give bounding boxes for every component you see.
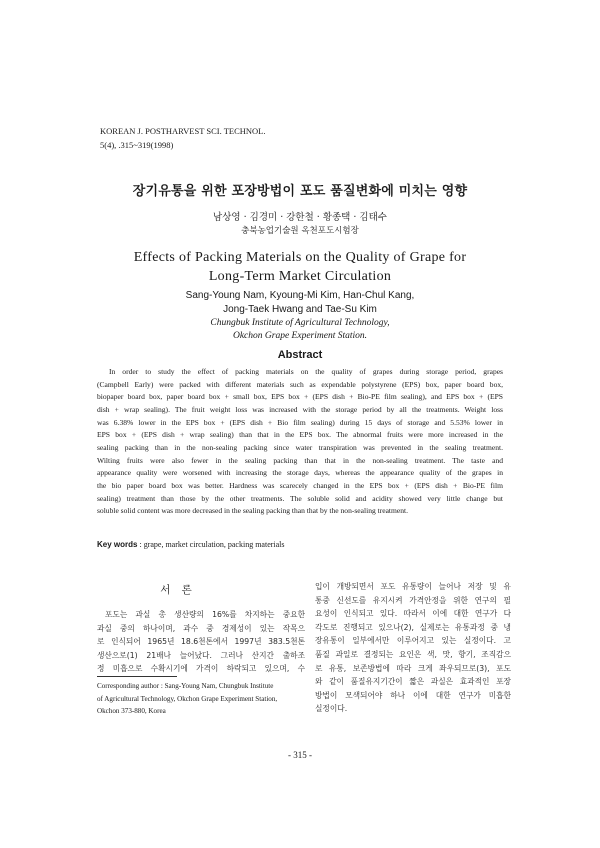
english-affiliation — [0, 317, 600, 343]
footnote-line: of Agricultural Technology, Okchon Grape Experiment Station, — [97, 694, 278, 703]
english-title — [0, 248, 600, 286]
body-line: 로 인식되어 1965년 18.6천톤에서 1997년 383.5천톤 — [97, 637, 305, 647]
english-affiliation-line: Chungbuk Institute of Agricultural Technology, — [210, 318, 390, 328]
english-authors-line: Jong-Taek Hwang and Tae-Su Kim — [223, 304, 377, 315]
english-title-line: Long-Term Market Circulation — [208, 269, 392, 284]
body-line: 각도로 진행되고 있으나(2), 실제로는 유통과정 중 냉 — [315, 622, 511, 632]
section-heading: 서 론 — [160, 584, 196, 596]
body-line: 통중 신선도를 유지시켜 가격안정을 위한 연구의 필 — [315, 595, 511, 605]
korean-title: 장기유통을 위한 포장방법이 포도 품질변화에 미치는 영향 — [132, 184, 468, 199]
body-line: 입이 개방되면서 포도 유통량이 늘어나 저장 및 유 — [315, 582, 511, 591]
body-line: 과실 중의 하나이며, 과수 중 경제성이 있는 작목으 — [97, 623, 305, 633]
abstract-line: In order to study the effect of packing materials on the quality of grapes during storage period, grapes — [109, 367, 503, 376]
journal-citation — [100, 124, 265, 152]
abstract-line: appearance quality were worsened with increasing the storage days, whereas the appearance quality of the grapes in — [97, 468, 503, 478]
body-line: 장유통이 일부에서만 이루어지고 있는 실정이다. 고 — [315, 636, 511, 646]
english-title-line: Effects of Packing Materials on the Quality of Grape for — [133, 250, 467, 265]
abstract-line: dish + wrap sealing). The fruit weight loss was increased with the storage period by all the treatments. Weight loss — [97, 404, 503, 414]
abstract-line: sealing) treatment than those by the other treatments. The soluble solid and acidity showed very little change but — [97, 493, 503, 503]
right-column — [315, 580, 511, 716]
keywords-label: Key words — [97, 540, 138, 549]
body-line: 로 유통, 보존방법에 따라 크게 좌우되므로(3), 포도 — [315, 663, 511, 673]
left-column — [97, 608, 305, 676]
body-line: 정 미흡으로 수확시기에 가격이 하락되고 있으며, 수 — [97, 664, 305, 674]
abstract-line: soluble solid content was more decreased in the sealing packing than that by the non-sealing treatment. — [97, 506, 409, 516]
body-line: 와 같이 품질유지기간이 짧은 과실은 효과적인 포장 — [315, 677, 511, 687]
body-line: 요성이 인식되고 있다. 따라서 이에 대한 연구가 다 — [315, 609, 511, 619]
abstract-line: EPS box + (EPS dish + wrap sealing) than that in the EPS box. The abnormal fruits were more increased in the — [97, 430, 503, 440]
english-authors-line: Sang-Young Nam, Kyoung-Mi Kim, Han-Chul Kang, — [185, 290, 415, 301]
english-affiliation-line: Okchon Grape Experiment Station. — [232, 331, 368, 341]
abstract-line: was 6.38% lower in the EPS box + (EPS dish + Bio film sealing) during 15 days of storage and 5.53% lower in — [97, 417, 503, 427]
body-line: 품질 과일로 결정되는 요인은 색, 맛, 향기, 조직감으 — [315, 649, 511, 659]
body-line: 방법이 모색되어야 하나 이에 대한 연구가 미흡한 — [315, 690, 511, 700]
abstract-line: (Campbell Early) were packed with different materials such as expendable polystyrene (EPS) box, paper board box, — [97, 379, 503, 389]
abstract-line: biopaper board box, paper board box + small box, EPS box + (EPS dish + Bio-PE film sealing), and EPS box + (EPS — [97, 392, 503, 402]
footnote-divider — [97, 676, 177, 677]
abstract-line: sealing packing than in the non-sealing packing since water transpiration was prevented in the sealing treatment. — [97, 442, 503, 452]
body-line: 포도는 과실 총 생산량의 16%를 차지하는 중요한 — [105, 610, 305, 619]
journal-volume: 5(4), .315~319(1998) — [100, 140, 174, 150]
korean-affiliation: 충북농업기술원 옥천포도시험장 — [241, 226, 359, 236]
abstract-line: the bio paper board box was better. Hardness was scarecely changed in the EPS box + (EPS dish + Bio-PE film — [97, 480, 503, 490]
english-authors — [0, 289, 600, 317]
footnote-line: Corresponding author : Sang-Young Nam, Chungbuk Institute — [97, 682, 274, 690]
abstract-line: Wilting fruits were also fewer in the sealing packing than that in the non-sealing treatment. The taste and — [97, 455, 503, 465]
footnote-line: Okchon 373-880, Korea — [97, 707, 166, 716]
body-line: 실정이다. — [315, 704, 348, 714]
abstract-heading: Abstract — [277, 349, 323, 361]
abstract-body — [97, 366, 503, 518]
keywords — [97, 540, 285, 549]
journal-name: KOREAN J. POSTHARVEST SCI. TECHNOL. — [100, 126, 266, 136]
korean-authors: 남상영 · 김경미 · 강한철 · 황종택 · 김태수 — [213, 212, 387, 223]
footnote — [97, 680, 307, 718]
body-line: 생산으로(1) 21배나 늘어났다. 그러나 산지간 출하조 — [97, 650, 305, 660]
keywords-text: : grape, market circulation, packing materials — [137, 540, 285, 549]
page-number: - 315 - — [288, 750, 312, 760]
